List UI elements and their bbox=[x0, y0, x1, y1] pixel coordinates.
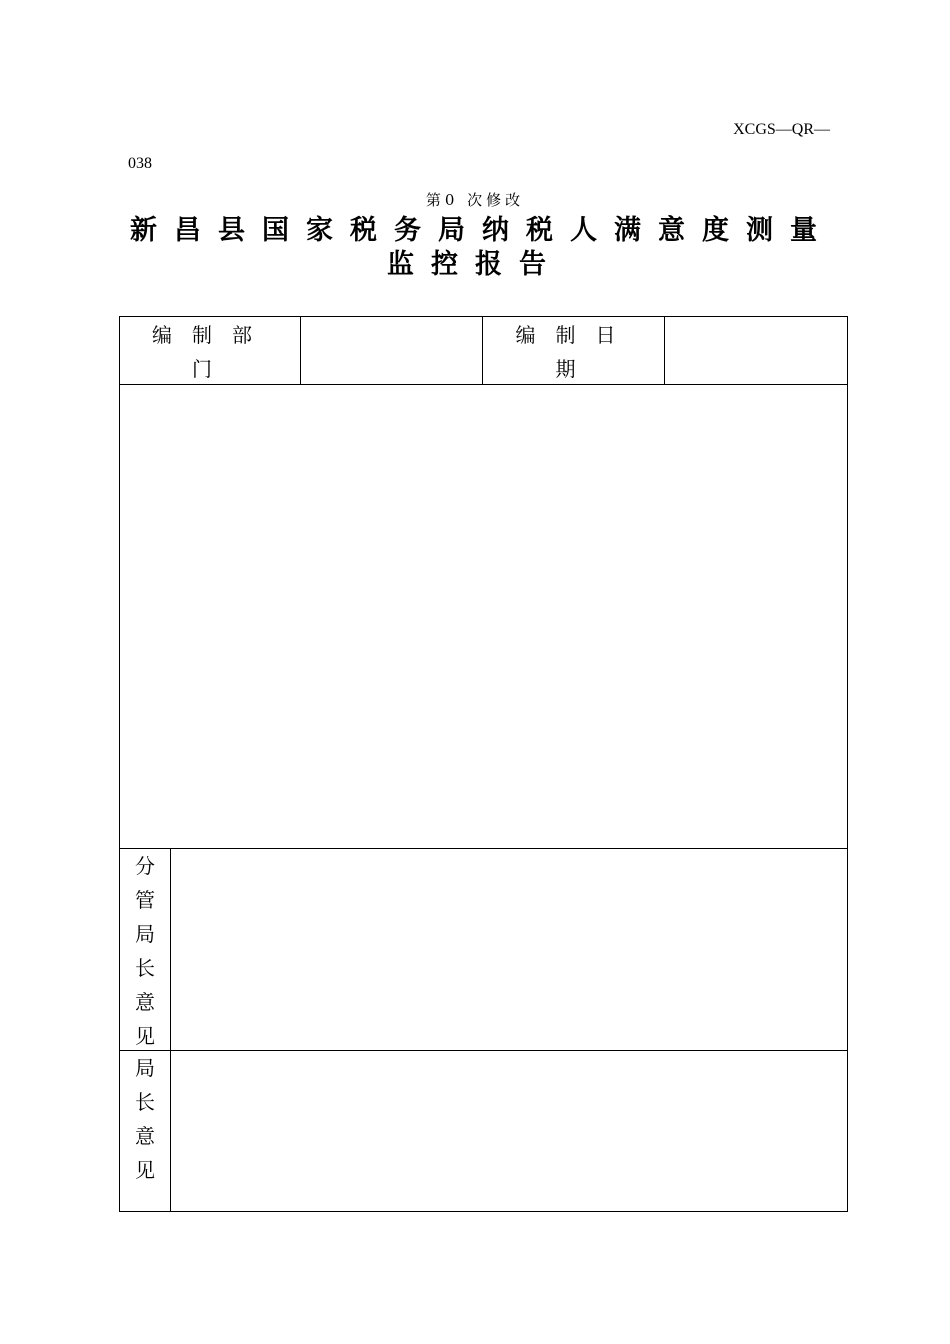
doc-code-line1: XCGS—QR— bbox=[733, 121, 830, 138]
date-label: 编制日期 bbox=[483, 317, 665, 385]
title-line1: 新昌县国家税务局纳税人满意度测量 bbox=[130, 215, 834, 246]
revision-label: 第0 次修改 bbox=[425, 191, 525, 209]
director-opinion-label: 局长意见 bbox=[120, 1051, 171, 1211]
dept-field[interactable] bbox=[301, 317, 483, 385]
deputy-opinion-label: 分管局长意见 bbox=[120, 849, 171, 1051]
report-body-field[interactable] bbox=[120, 385, 847, 849]
doc-code-line2: 038 bbox=[128, 155, 152, 172]
date-field[interactable] bbox=[665, 317, 847, 385]
deputy-opinion-field[interactable] bbox=[171, 849, 847, 1051]
dept-label: 编制部门 bbox=[120, 317, 301, 385]
report-form bbox=[119, 316, 848, 1212]
document-title bbox=[130, 214, 834, 282]
title-line2: 监控报告 bbox=[387, 249, 563, 280]
director-opinion-field[interactable] bbox=[171, 1051, 847, 1211]
